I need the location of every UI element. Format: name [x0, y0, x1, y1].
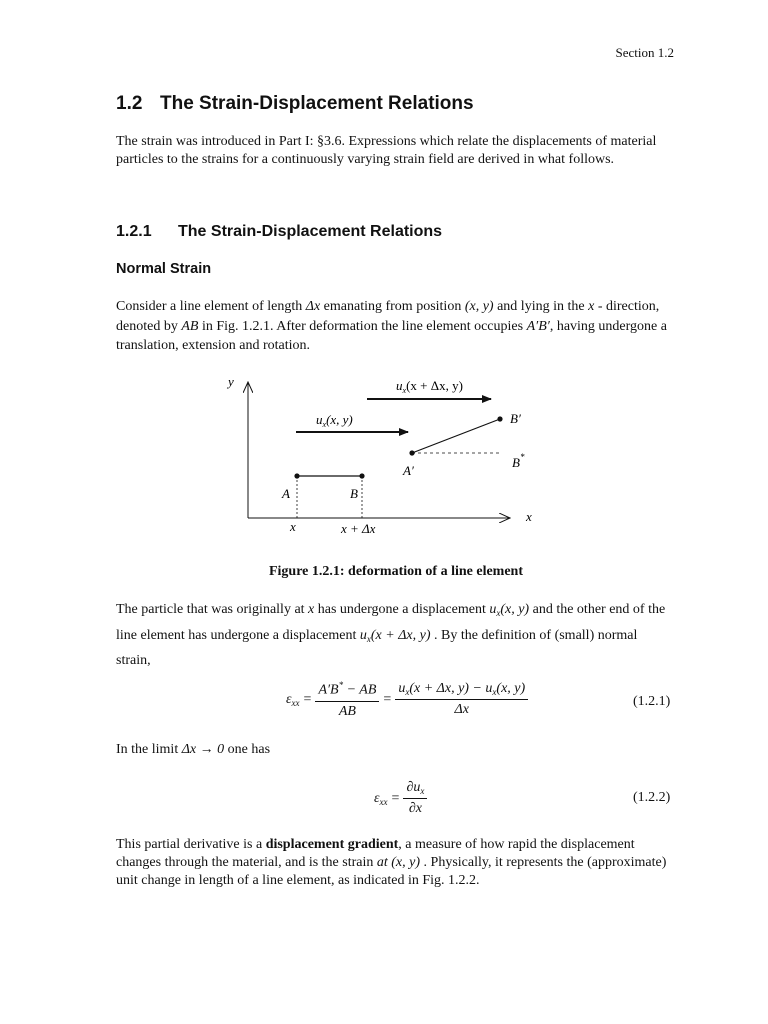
frac-numerator: [403, 780, 427, 799]
tick-label-x-dx: x + Δx: [341, 521, 376, 536]
subsection-heading: [116, 223, 442, 241]
equals: =: [383, 691, 392, 707]
t: u: [398, 681, 406, 697]
intro-paragraph: The strain was introduced in Part I: §3.6. Expressions which relate the displacements of material particles to the strains for a continuously varying strain field are derived in what follows.: [116, 134, 657, 167]
text: Consider a line element of length: [116, 299, 306, 314]
frac-denominator: AB: [338, 703, 356, 719]
math: at: [376, 855, 388, 870]
math: Δx: [305, 299, 321, 314]
lower-arrow-label: $u_x(x$, y): [316, 412, 353, 429]
text: - direction, denoted by: [116, 299, 660, 334]
math: (x, y): [464, 299, 494, 314]
math: Δx → 0: [181, 742, 225, 757]
text: . By the definition of (small) normal strain,: [116, 627, 638, 668]
text: , having undergone a translation, extension and rotation.: [116, 318, 667, 353]
eps: ε: [374, 790, 380, 806]
frac-numerator: [315, 680, 379, 702]
deformed-element: [412, 419, 500, 453]
text: , a measure of how rapid the displacement changes through the material, and is the strain: [116, 837, 635, 870]
label-a: A: [282, 486, 290, 501]
eps: ε: [286, 691, 292, 707]
consider-paragraph: [116, 297, 672, 356]
math: x: [588, 299, 595, 314]
math-subscript: x: [496, 608, 501, 618]
math: u: [489, 602, 497, 617]
text: and the other end of the line element has undergone a displacement: [116, 602, 666, 643]
subsection-number: 1.2.1: [116, 223, 152, 240]
label-b: B: [350, 486, 358, 501]
equals: =: [303, 691, 312, 707]
text: and lying in the: [493, 299, 589, 314]
eq2-lhs: [374, 791, 388, 807]
math: u: [359, 627, 367, 643]
eps-sub: xx: [379, 796, 388, 807]
figure-caption: Figure 1.2.1: deformation of a line element: [268, 564, 524, 579]
t: A′B: [318, 682, 339, 698]
math-subscript: x: [366, 633, 371, 644]
t-sup: *: [338, 680, 344, 690]
math: A′B′: [526, 318, 550, 334]
tick-label-x: x: [290, 519, 296, 534]
math: AB: [181, 318, 199, 334]
x-axis-label: x: [526, 509, 532, 524]
frac-numerator: [395, 681, 528, 700]
equation-number-1-2-2: (1.2.2): [633, 790, 671, 805]
section-number: 1.2: [116, 93, 143, 114]
deformation-figure: [220, 368, 550, 548]
eps-sub: xx: [291, 697, 300, 708]
point-b-prime: [497, 416, 502, 421]
text: one has: [224, 742, 271, 757]
running-head: Section 1.2: [615, 45, 674, 60]
point-a-prime: [409, 450, 414, 455]
text: in Fig. 1.2.1. After deformation the line element occupies: [198, 318, 527, 334]
label-a-prime: A′: [403, 463, 414, 478]
equation-1-2-1: [286, 680, 528, 720]
equation-number-1-2-1: (1.2.1): [633, 694, 671, 709]
eq1-fraction-2: [395, 681, 528, 718]
eq1-lhs: [286, 692, 300, 708]
eq1-fraction-1: [315, 680, 379, 720]
t-rest: − AB: [343, 682, 377, 698]
subsubsection-heading: Normal Strain: [116, 261, 212, 277]
text: . Physically, it represents the (approximate) unit change in length of a line element, as indicated in Fig. 1.2.2.: [116, 855, 667, 888]
section-heading: [116, 93, 474, 115]
t-args: (x + Δx, y) −: [409, 681, 486, 697]
math: (x + Δx, y): [370, 627, 431, 643]
equation-1-2-2: [374, 780, 427, 817]
t-sub: x: [420, 786, 425, 796]
text: emanating from position: [320, 299, 465, 314]
text: has undergone a displacement: [314, 602, 490, 617]
math: (x, y): [387, 855, 421, 870]
label-b-prime: B′: [510, 411, 521, 426]
upper-arrow-label: $u_x(x + \Delta x$, y): [396, 378, 463, 395]
subsection-title: The Strain-Displacement Relations: [178, 223, 443, 240]
particle-paragraph: [116, 599, 672, 673]
t-args: (x, y): [496, 681, 526, 697]
limit-paragraph: [116, 741, 672, 759]
text: In the limit: [116, 742, 182, 757]
math: x: [308, 602, 315, 617]
text: This partial derivative is a: [116, 837, 266, 852]
term-displacement-gradient: displacement gradient: [265, 837, 399, 852]
section-title: The Strain-Displacement Relations: [160, 93, 474, 114]
equals: =: [391, 790, 400, 806]
t-sub: x: [492, 687, 497, 698]
y-axis-label: y: [228, 374, 234, 389]
label-b-star: B*: [512, 452, 525, 470]
point-b: [359, 473, 364, 478]
text: The particle that was originally at: [116, 602, 309, 617]
t: u: [485, 681, 493, 697]
point-a: [294, 473, 299, 478]
partial-paragraph: [116, 836, 672, 890]
eq2-fraction: [403, 780, 427, 817]
math: (x, y): [500, 602, 530, 617]
t-sub: x: [405, 687, 410, 698]
frac-denominator: Δx: [454, 702, 469, 718]
t: ∂u: [406, 780, 421, 795]
frac-denominator: ∂x: [408, 801, 422, 816]
